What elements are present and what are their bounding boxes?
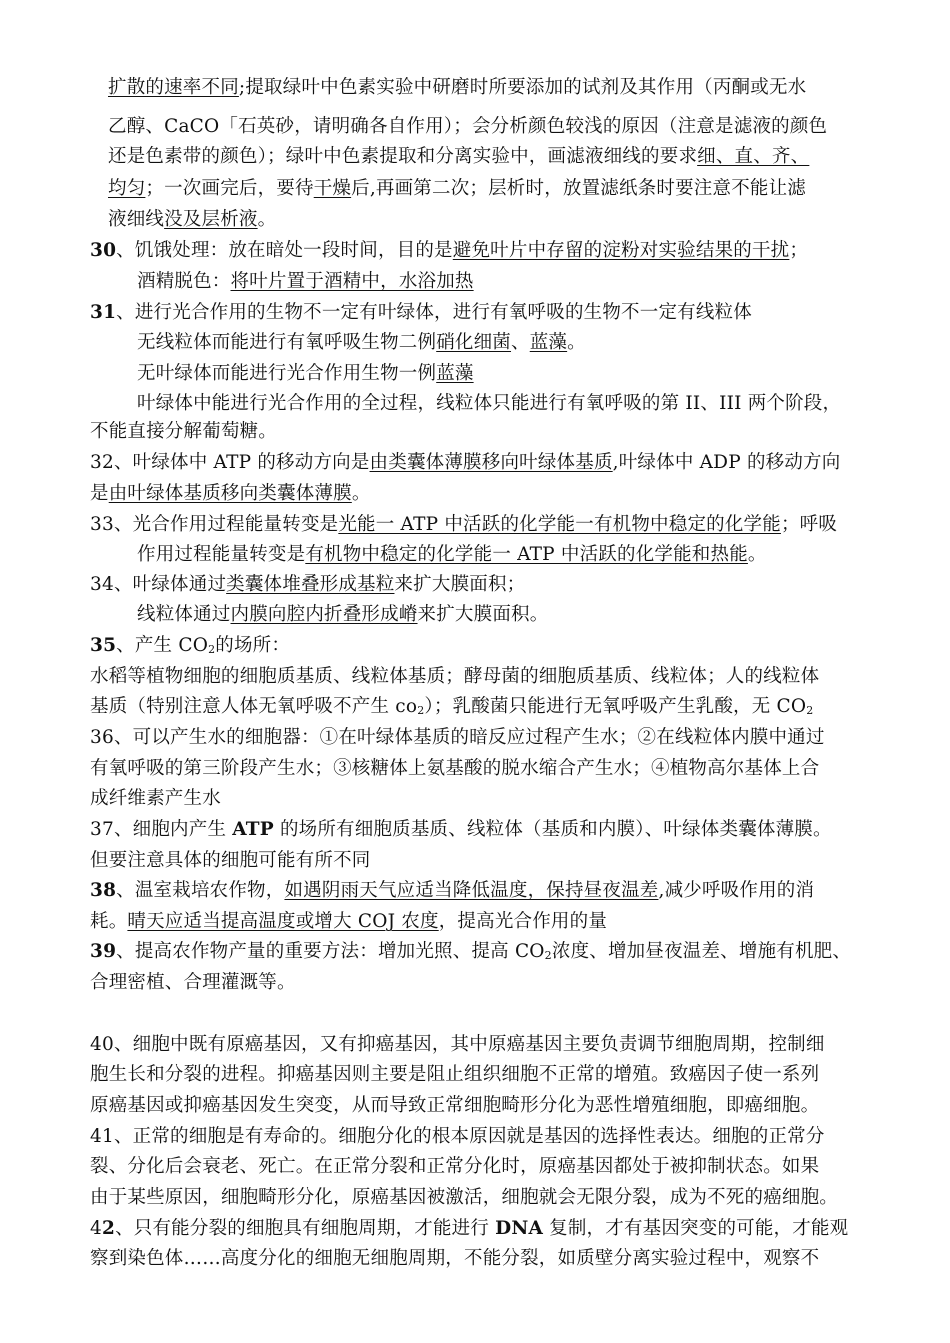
text-segment: 40、细胞中既有原癌基因，又有抑癌基因，其中原癌基因主要负责调节细胞周期，控制细 [90,1034,825,1055]
text-segment: 裂、分化后会衰老、死亡。在正常分裂和正常分化时，原癌基因都处于被抑制状态。如果 [90,1156,820,1177]
text-segment: 38 [90,880,117,901]
underlined-text: 由类囊体薄膜移向叶绿体基质 [369,452,613,473]
underlined-text: 内膜向腔内折叠形成嵴 [230,604,418,625]
text-line [90,419,950,445]
text-line [90,1124,950,1150]
text-segment: 2 [101,1218,116,1239]
text-line [90,1154,950,1180]
text-segment: 由于某些原因，细胞畸形分化，原癌基因被激活，细胞就会无限分裂，成为不死的癌细胞。 [90,1187,839,1208]
text-segment: 、产生 CO [116,635,209,656]
underlined-text: 没及层析液 [164,209,258,230]
text-line [90,1216,950,1242]
text-segment: 36、可以产生水的细胞器：①在叶绿体基质的暗反应过程产生水；②在线粒体内膜中通过 [90,727,825,748]
text-segment: 2 [417,704,425,717]
text-line [90,1062,950,1088]
text-segment: 。 [747,544,767,565]
underlined-text: 硝化细菌 [436,332,512,353]
text-line [137,542,950,568]
text-segment: 的场所： [215,635,291,656]
text-segment: 、进行光合作用的生物不一定有叶绿体，进行有氧呼吸的生物不一定有线粒体 [116,302,752,323]
underlined-text: 将叶片置于酒精中，水浴加热 [230,271,474,292]
text-segment: 耗。 [90,911,128,932]
text-segment: ;提取绿叶中色素实验中研磨时所要添加的试剂及其作用（丙酮或无水 [238,77,807,98]
text-segment: 浓度、增加昼夜温差、增施有机肥、 [551,941,852,962]
text-segment: 31 [90,302,117,323]
text-line [137,330,950,356]
text-segment: 41、正常的细胞是有寿命的。细胞分化的根本原因就是基因的选择性表达。细胞的正常分 [90,1126,825,1147]
text-line [108,114,950,140]
text-segment: 水稻等植物细胞的细胞质基质、线粒体基质；酵母菌的细胞质基质、线粒体；人的线粒体 [90,666,820,687]
text-segment: 叶绿体中能进行光合作用的全过程，线粒体只能进行有氧呼吸的第 II、III 两个阶段， [137,393,842,414]
text-line [90,970,950,996]
text-segment: 35 [90,635,117,656]
text-segment: 酒精脱色： [137,271,231,292]
text-segment: 、提高农作物产量的重要方法：增加光照、提高 CO [116,941,545,962]
text-line [108,207,950,233]
text-segment: 无线粒体而能进行有氧呼吸生物二例 [137,332,437,353]
text-segment: 的场所有细胞质基质、线粒体（基质和内膜）、叶绿体类囊体薄膜。 [273,819,832,840]
text-segment: 2 [806,704,814,717]
text-segment: 2 [208,643,216,656]
text-line [90,878,950,904]
text-line [90,633,950,659]
text-segment: ,叶绿体中 ADP 的移动方向 [612,452,841,473]
text-line [90,756,950,782]
text-segment: 30 [90,240,117,261]
text-segment: ，提高光合作用的量 [438,911,608,932]
text-segment: 后,再画第二次；层析时，放置滤纸条时要注意不能让滤 [351,178,807,199]
text-line [90,1185,950,1211]
text-line [90,238,950,264]
text-segment: 是 [90,483,109,504]
text-line [90,512,950,538]
text-segment: ,减少呼吸作用的消 [658,880,815,901]
underlined-text: 晴天应适当提高温度或增大 COJ 农度 [127,911,439,932]
text-segment: 。 [257,209,277,230]
text-line [90,909,950,935]
text-segment: 32、叶绿体中 ATP 的移动方向是 [90,452,370,473]
text-segment: 原癌基因或抑癌基因发生突变，从而导致正常细胞畸形分化为恶性增殖细胞，即癌细胞。 [90,1095,820,1116]
text-segment: 4 [90,1218,102,1239]
text-line [90,848,950,874]
text-line [90,450,950,476]
text-segment: 、只有能分裂的细胞具有细胞周期，才能进行 [115,1218,496,1239]
text-line [90,786,950,812]
text-line [108,176,950,202]
text-segment: 不能直接分解葡萄糖。 [90,421,278,442]
underlined-text: 蓝藻 [529,332,568,353]
text-segment: ATP [232,819,274,840]
text-segment: 乙醇、CaCO「石英砂，请明确各自作用）；会分析颜色较浅的原因（注意是滤液的颜色 [108,116,828,137]
text-segment: 无叶绿体而能进行光合作用生物一例 [137,363,437,384]
text-segment: 、 [511,332,530,353]
underlined-text: 细、直、齐、 [697,146,810,167]
text-line [90,939,950,965]
underlined-text: 如遇阴雨天气应适当降低温度，保持昼夜温差 [284,880,659,901]
text-segment: 。 [567,332,586,353]
text-line [137,602,950,628]
underlined-text: 避免叶片中存留的淀粉对实验结果的干扰 [452,240,790,261]
text-segment: 液细线 [108,209,165,230]
text-line [137,269,950,295]
text-segment: 2 [544,949,552,962]
text-segment: 还是色素带的颜色）；绿叶中色素提取和分离实验中，画滤液细线的要求 [108,146,698,167]
text-line [90,664,950,690]
text-segment: 、饥饿处理：放在暗处一段时间，目的是 [116,240,453,261]
text-segment: 作用过程能量转变是 [137,544,306,565]
underlined-text: 干燥 [313,178,352,199]
text-segment: 37、细胞内产生 [90,819,233,840]
text-line [90,1246,950,1272]
text-line [137,391,950,417]
underlined-text: 蓝藻 [436,363,474,384]
text-line [90,572,950,598]
underlined-text: 由叶绿体基质移向类囊体薄膜 [108,483,352,504]
text-line [137,361,950,387]
underlined-text: 光能一 ATP 中活跃的化学能一有机物中稳定的化学能 [338,514,781,535]
text-segment: 成纤维素产生水 [90,788,221,809]
text-segment: 33、光合作用过程能量转变是 [90,514,339,535]
text-line [90,725,950,751]
underlined-text: 均匀 [108,178,146,199]
text-segment: 胞生长和分裂的进程。抑癌基因则主要是阻止组织细胞不正常的增殖。致癌因子使一系列 [90,1064,820,1085]
text-segment: 察到染色体……高度分化的细胞无细胞周期，不能分裂，如质壁分离实验过程中，观察不 [90,1248,820,1269]
text-segment: ；一次画完后，要待 [145,178,314,199]
text-line [90,694,950,720]
text-segment: ）；乳酸菌只能进行无氧呼吸产生乳酸，无 CO [424,696,807,717]
text-segment: 。 [351,483,371,504]
text-segment: 、温室栽培农作物， [116,880,285,901]
text-segment: ；呼吸 [780,514,838,535]
text-segment: 基质（特别注意人体无氧呼吸不产生 co [90,696,418,717]
text-line [90,1093,950,1119]
text-segment: ； [789,240,809,261]
text-segment: 复制，才有基因突变的可能，才能观 [543,1218,849,1239]
text-line [90,481,950,507]
underlined-text: 类囊体堆叠形成基粒 [226,574,395,595]
text-line [90,1032,950,1058]
text-line [90,300,950,326]
text-segment: DNA [495,1218,544,1239]
underlined-text: 扩散的速率不同 [108,77,239,98]
text-segment: 来扩大膜面积。 [417,604,549,625]
text-segment: 合理密植、合理灌溉等。 [90,972,296,993]
text-segment: 有氧呼吸的第三阶段产生水；③核糖体上氨基酸的脱水缩合产生水；④植物高尔基体上合 [90,758,820,779]
text-segment: 39 [90,941,117,962]
text-segment: 线粒体通过 [137,604,231,625]
text-line [90,817,950,843]
text-segment: 来扩大膜面积； [394,574,526,595]
underlined-text: 有机物中稳定的化学能一 ATP 中活跃的化学能和热能 [305,544,748,565]
text-line [108,75,950,101]
text-line [108,144,950,170]
text-segment: 34、叶绿体通过 [90,574,227,595]
text-segment: 但要注意具体的细胞可能有所不同 [90,850,371,871]
